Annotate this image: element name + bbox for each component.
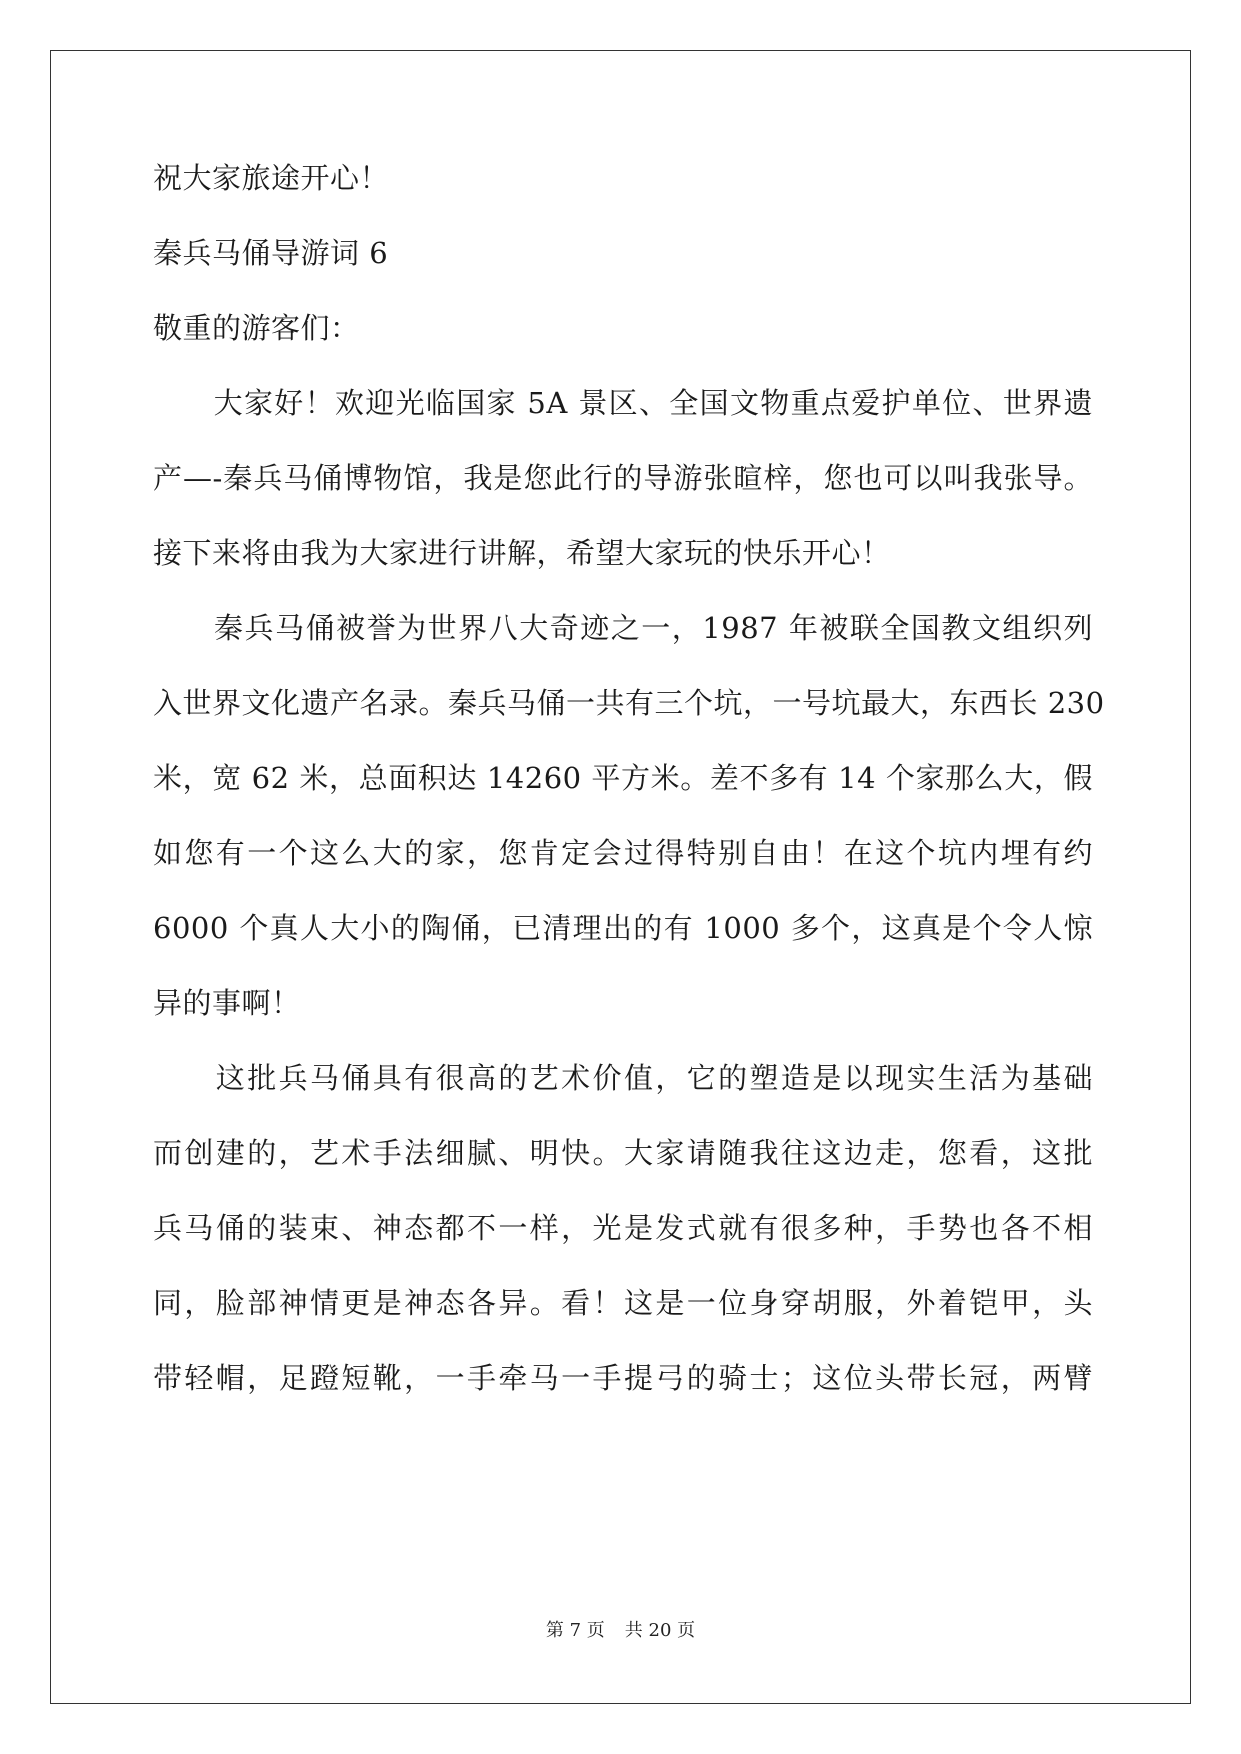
page-total: 共 20 页	[624, 1620, 696, 1641]
text-line: 而创建的，艺术手法细腻、明快。大家请随我往这边走，您看，这批	[153, 1136, 1093, 1170]
text-line: 带轻帽，足蹬短靴，一手牵马一手提弓的骑士；这位头带长冠，两臂	[153, 1361, 1093, 1395]
page-number: 第 7 页	[545, 1620, 605, 1641]
text-line: 接下来将由我为大家进行讲解，希望大家玩的快乐开心！	[153, 536, 891, 570]
text-line: 祝大家旅途开心！	[153, 161, 390, 195]
text-line: 同，脸部神情更是神态各异。看！这是一位身穿胡服，外着铠甲，头	[153, 1286, 1093, 1320]
text-line: 产—-秦兵马俑博物馆，我是您此行的导游张暄梓，您也可以叫我张导。	[153, 461, 1093, 495]
salutation: 敬重的游客们：	[153, 311, 360, 345]
text-line: 兵马俑的装束、神态都不一样，光是发式就有很多种，手势也各不相	[153, 1211, 1093, 1245]
text-line: 如您有一个这么大的家，您肯定会过得特别自由！在这个坑内埋有约	[153, 836, 1093, 870]
text-line: 大家好！欢迎光临国家 5A 景区、全国文物重点爱护单位、世界遗	[153, 386, 1093, 420]
text-line: 秦兵马俑被誉为世界八大奇迹之一，1987 年被联全国教文组织列	[153, 611, 1093, 645]
text-line: 这批兵马俑具有很高的艺术价值，它的塑造是以现实生活为基础	[153, 1061, 1093, 1095]
text-line: 米，宽 62 米，总面积达 14260 平方米。差不多有 14 个家那么大，假	[153, 761, 1093, 795]
page-border	[50, 50, 1191, 1704]
text-line: 入世界文化遗产名录。秦兵马俑一共有三个坑，一号坑最大，东西长 230	[153, 686, 1105, 720]
text-line: 异的事啊！	[153, 986, 301, 1020]
section-title: 秦兵马俑导游词 6	[153, 236, 389, 270]
text-line: 6000 个真人大小的陶俑，已清理出的有 1000 多个，这真是个令人惊	[153, 911, 1093, 945]
page-footer	[0, 1619, 1241, 1643]
